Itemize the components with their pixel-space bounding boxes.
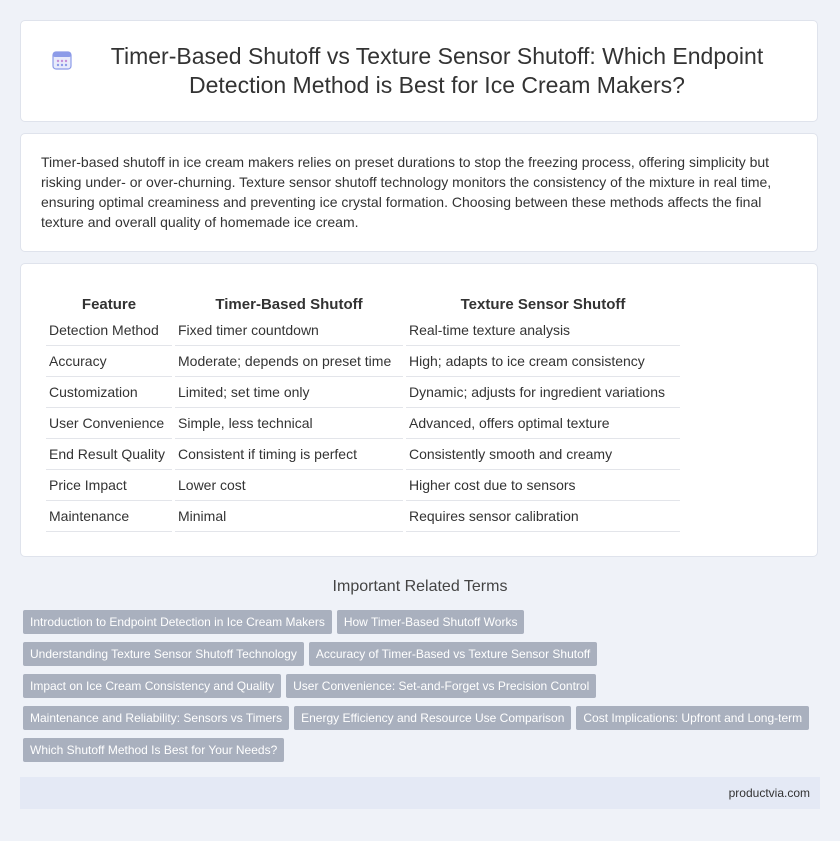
column-header-timer: Timer-Based Shutoff [215,296,363,313]
table-cell: User Convenience [46,408,172,439]
table-cell: Higher cost due to sensors [406,470,680,501]
calendar-icon [51,49,73,71]
comparison-table [43,294,683,532]
table-header-row [46,294,680,315]
table-cell: Fixed timer countdown [175,315,403,346]
intro-card [20,133,818,252]
table-cell: Requires sensor calibration [406,501,680,532]
table-cell: End Result Quality [46,439,172,470]
related-term-tag[interactable]: How Timer-Based Shutoff Works [337,610,525,634]
table-cell: Real-time texture analysis [406,315,680,346]
related-terms-heading: Important Related Terms [332,578,508,595]
footer [20,777,820,809]
table-row [46,439,680,470]
column-header-feature: Feature [81,296,137,313]
related-terms-list [23,610,823,770]
table-cell: Minimal [175,501,403,532]
column-header-sensor: Texture Sensor Shutoff [460,296,626,313]
table-row [46,408,680,439]
table-row [46,346,680,377]
table-cell: Limited; set time only [175,377,403,408]
page-title: Timer-Based Shutoff vs Texture Sensor Shutoff: Which Endpoint Detection Method is Best for Ice Cream Makers? [110,43,764,98]
related-term-tag[interactable]: Energy Efficiency and Resource Use Comparison [294,706,571,730]
related-term-tag[interactable]: Which Shutoff Method Is Best for Your Needs? [23,738,284,762]
table-row [46,315,680,346]
intro-paragraph: Timer-based shutoff in ice cream makers relies on preset durations to stop the freezing process, offering simplicity but risking under- or over-churning. Texture sensor shutoff technology monitors the consistency of the mixture in real time, ensuring optimal creaminess and preventing ice crystal formation. Choosing between these methods affects the final texture and overall quality of homemade ice cream. [41,154,772,230]
table-cell: Price Impact [46,470,172,501]
footer-site-link[interactable]: productvia.com [728,786,810,800]
table-cell: Moderate; depends on preset time [175,346,403,377]
table-cell: Simple, less technical [175,408,403,439]
header-card [20,20,818,122]
related-term-tag[interactable]: Impact on Ice Cream Consistency and Quality [23,674,281,698]
table-cell: High; adapts to ice cream consistency [406,346,680,377]
table-cell: Lower cost [175,470,403,501]
table-cell: Consistent if timing is perfect [175,439,403,470]
table-cell: Consistently smooth and creamy [406,439,680,470]
related-term-tag[interactable]: User Convenience: Set-and-Forget vs Precision Control [286,674,596,698]
related-term-tag[interactable]: Maintenance and Reliability: Sensors vs Timers [23,706,289,730]
table-cell: Maintenance [46,501,172,532]
header-inner [39,42,799,100]
related-term-tag[interactable]: Introduction to Endpoint Detection in Ice Cream Makers [23,610,332,634]
related-term-tag[interactable]: Understanding Texture Sensor Shutoff Technology [23,642,304,666]
table-row [46,501,680,532]
table-row [46,470,680,501]
table-cell: Accuracy [46,346,172,377]
related-term-tag[interactable]: Accuracy of Timer-Based vs Texture Sensor Shutoff [309,642,597,666]
table-cell: Customization [46,377,172,408]
table-cell: Dynamic; adjusts for ingredient variations [406,377,680,408]
table-cell: Advanced, offers optimal texture [406,408,680,439]
related-term-tag[interactable]: Cost Implications: Upfront and Long-term [576,706,809,730]
table-cell: Detection Method [46,315,172,346]
comparison-table-card [20,263,818,557]
table-row [46,377,680,408]
